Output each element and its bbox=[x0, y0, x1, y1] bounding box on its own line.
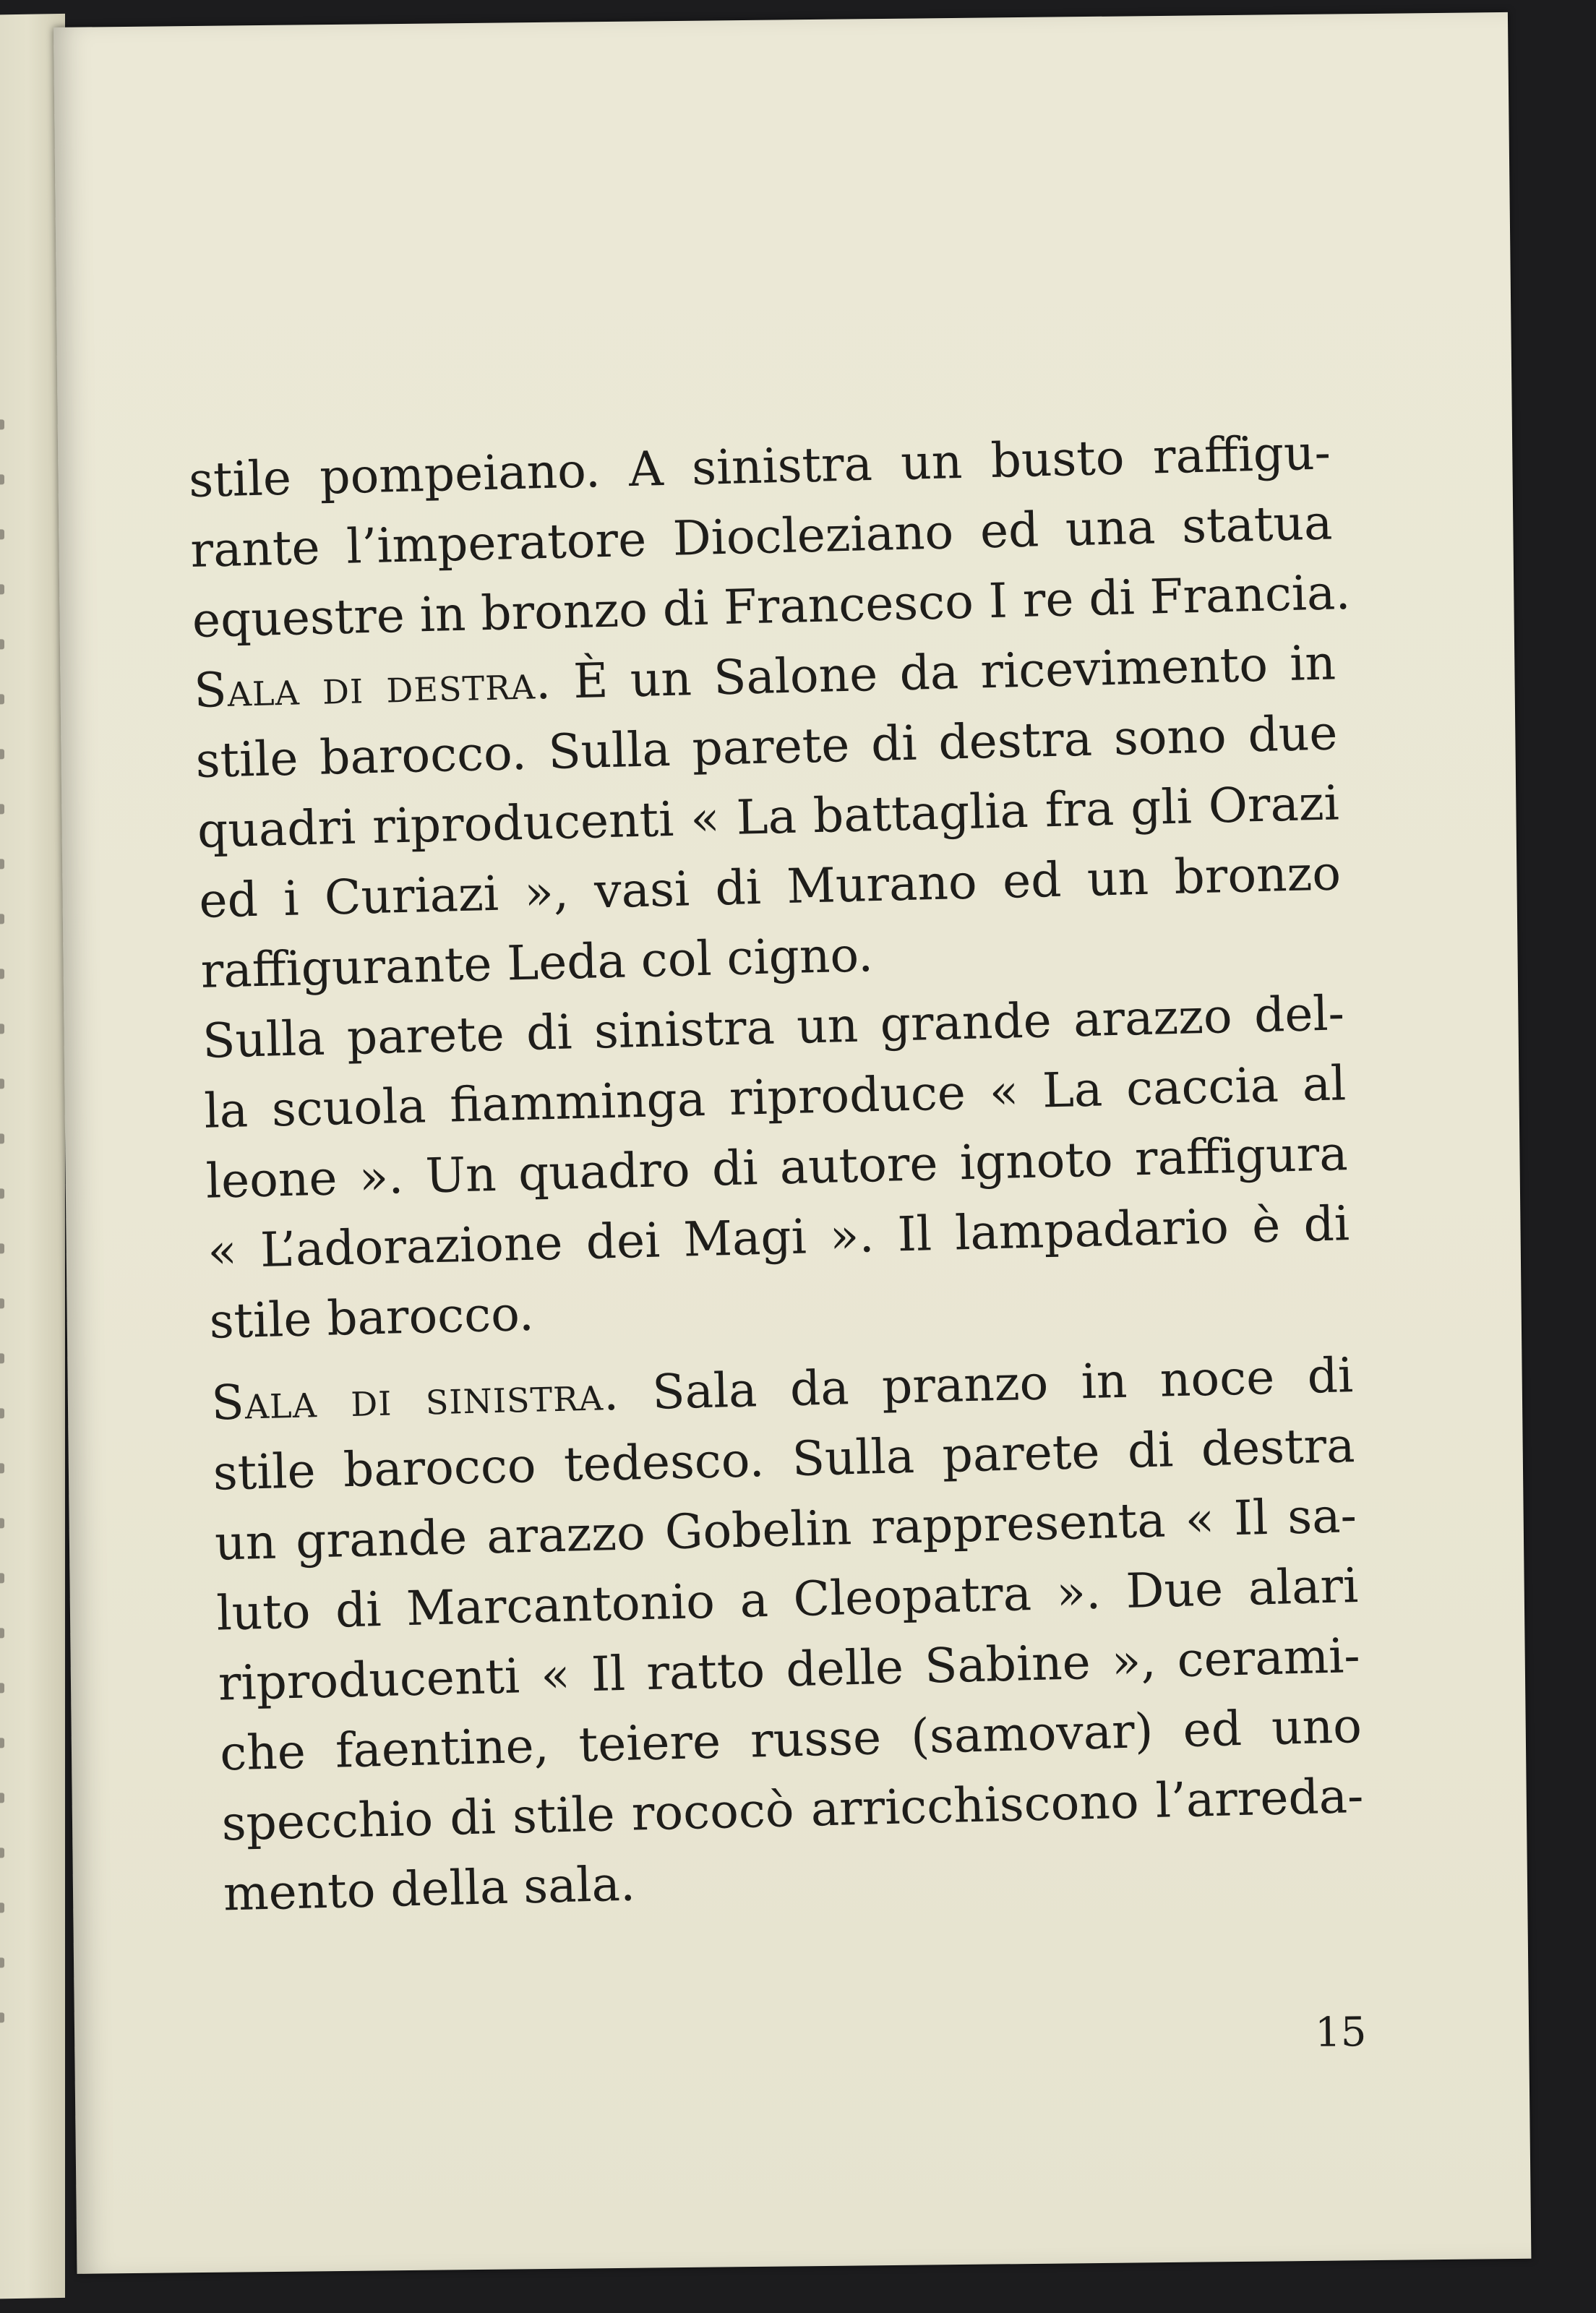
text-line: un grande arazzo Gobelin rappresenta « Il sa- bbox=[214, 1488, 1357, 1571]
text-fragment: È un Salone da ricevimento in bbox=[550, 635, 1337, 710]
text-line: rante l’imperatore Diocleziano ed una statua bbox=[189, 494, 1334, 579]
text-line: raffigurante Leda col cigno. bbox=[200, 927, 874, 999]
book-page bbox=[53, 12, 1531, 2274]
text-fragment: Sala da pranzo in noce di bbox=[618, 1347, 1354, 1421]
body-text bbox=[188, 417, 1366, 1928]
text-line: luto di Marcantonio a Cleopatra ». Due alari bbox=[215, 1558, 1360, 1642]
text-line: equestre in bronzo di Francesco I re di Francia. bbox=[192, 564, 1352, 648]
text-line: Sulla parete di sinistra un grande arazzo del- bbox=[202, 985, 1345, 1069]
text-line: che faentine, teiere russe (samovar) ed uno bbox=[219, 1697, 1363, 1782]
page-number: 15 bbox=[1314, 2009, 1367, 2056]
text-line: mento della sala. bbox=[223, 1855, 636, 1922]
text-line: quadri riproducenti « La battaglia fra gli Orazi bbox=[197, 775, 1340, 859]
section-heading-sala-di-destra: Sala di destra. bbox=[193, 653, 552, 718]
previous-page-edge bbox=[0, 14, 65, 2299]
section-heading-sala-di-sinistra: Sala di sinistra. bbox=[210, 1365, 620, 1431]
text-line: « L’adorazione dei Magi ». Il lampadario è di bbox=[207, 1196, 1350, 1279]
text-line: specchio di stile rococò arricchiscono l’arreda- bbox=[220, 1767, 1365, 1852]
text-line: riproducenti « Il ratto delle Sabine », cerami- bbox=[217, 1627, 1361, 1712]
text-line: stile pompeiano. A sinistra un busto raffigu- bbox=[188, 424, 1331, 509]
text-line: stile barocco. bbox=[208, 1285, 535, 1349]
text-line: ed i Curiazi », vasi di Murano ed un bronzo bbox=[198, 845, 1342, 929]
text-line: stile barocco. Sulla parete di destra sono due bbox=[194, 705, 1339, 789]
previous-page-text-fragments bbox=[0, 419, 29, 2068]
text-line: la scuola fiamminga riproduce « La caccia al bbox=[203, 1055, 1347, 1139]
text-line: stile barocco tedesco. Sulla parete di destra bbox=[212, 1417, 1356, 1501]
text-line: leone ». Un quadro di autore ignoto raffigura bbox=[205, 1125, 1349, 1209]
